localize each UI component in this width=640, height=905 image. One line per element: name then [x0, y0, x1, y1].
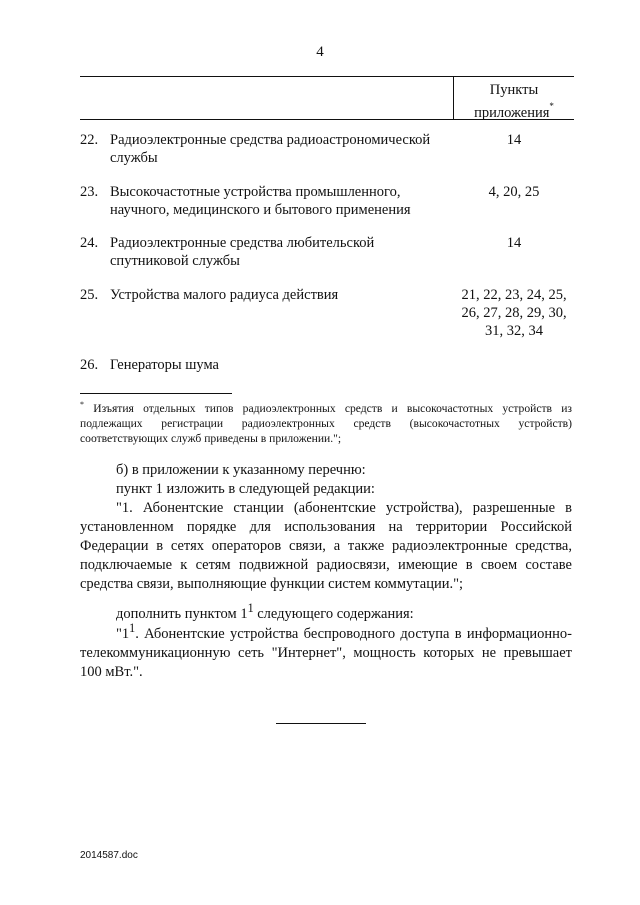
refs-line: 4, 20, 25 [488, 184, 540, 200]
paragraph-item1-1-text [80, 619, 572, 682]
row-text [110, 234, 440, 270]
row-number: 26. [80, 357, 99, 373]
row-number: 22. [80, 132, 99, 148]
refs-line: 14 [506, 132, 522, 148]
row-text-line: Радиоэлектронные средства радиоастрономической [110, 132, 431, 148]
table-bottom-rule [80, 119, 574, 120]
refs-line: 26, 27, 28, 29, 30, [461, 305, 567, 321]
paragraph-item1-text: "1. Абонентские станции (абонентские устройства), разрешенные в установленном порядке для использования на территории Российской Федерации в сетях операторов связи, а также радиоэлектронные средства, подключаемые к сетям подвижной радиосвязи, имеющие в своем составе средства связи, выполняющие функции систем коммутации."; [80, 500, 572, 592]
document-id: 2014587.doc [80, 850, 138, 861]
superscript: 1 [129, 621, 136, 635]
item-number: "1 [116, 625, 130, 642]
item-text: . Абонентские устройства беспроводного доступа в информационно-телекоммуникационную сеть "Интернет", мощность которых не превышает 100 мВт.". [80, 625, 572, 680]
row-text-line: научного, медицинского и бытового применения [110, 202, 411, 218]
row-text [110, 183, 440, 219]
table-header-refs [454, 81, 574, 122]
header-footnote-mark: * [549, 101, 554, 111]
row-text-line: спутниковой службы [110, 253, 240, 269]
refs-line: 21, 22, 23, 24, 25, [461, 287, 567, 303]
row-text-line: Высокочастотные устройства промышленного, [110, 184, 401, 200]
row-refs [450, 183, 578, 201]
row-number: 25. [80, 287, 99, 303]
footnote-text: Изъятия отдельных типов радиоэлектронных средств и высокочастотных устройств из подлежащих регистрации радиоэлектронных средств (высокочастотных устройств) соответствующих служб приведены в приложении."; [80, 401, 572, 445]
superscript: 1 [247, 601, 254, 615]
row-text [110, 131, 440, 167]
paragraph-item1-intro: пункт 1 изложить в следующей редакции: [116, 481, 375, 497]
row-refs [450, 131, 578, 149]
row-text-line: службы [110, 150, 158, 166]
header-label: приложения [474, 104, 550, 121]
row-text-line: Устройства малого радиуса действия [110, 287, 339, 303]
header-line-1: Пункты [489, 82, 539, 98]
table-top-rule [80, 76, 574, 77]
row-text-line: Радиоэлектронные средства любительской [110, 235, 375, 251]
row-number: 24. [80, 235, 99, 251]
row-text [110, 356, 440, 374]
row-text [110, 286, 440, 304]
refs-line: 14 [506, 235, 522, 251]
refs-line: 31, 32, 34 [485, 323, 543, 339]
page-number: 4 [316, 44, 324, 60]
intro-text: дополнить пунктом 1 [116, 605, 248, 622]
footnote [80, 397, 572, 446]
footnote-mark: * [80, 400, 84, 409]
row-refs [450, 286, 578, 340]
paragraph-b: б) в приложении к указанному перечню: [116, 462, 366, 478]
end-rule [276, 723, 366, 724]
footnote-rule [80, 393, 232, 394]
intro-text-end: следующего содержания: [253, 605, 414, 622]
row-refs [450, 234, 578, 252]
row-text-line: Генераторы шума [110, 357, 219, 373]
row-number: 23. [80, 184, 99, 200]
